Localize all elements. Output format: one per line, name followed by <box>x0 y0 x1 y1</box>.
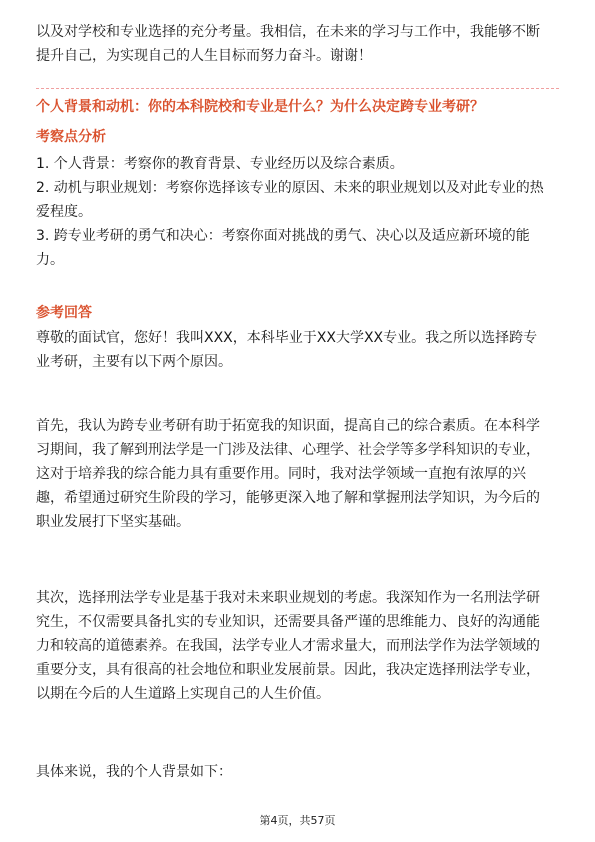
answer-line: 职业发展打下坚实基础。 <box>36 514 190 530</box>
analysis-item: 2. 动机与职业规划：考察你选择该专业的原因、未来的职业规划以及对此专业的热 <box>36 180 544 196</box>
analysis-item-continued: 爱程度。 <box>36 204 92 220</box>
intro-line: 提升自己，为实现自己的人生目标而努力奋斗。谢谢！ <box>36 48 372 64</box>
analysis-item-continued: 力。 <box>36 252 64 268</box>
answer-line: 究生，不仅需要具备扎实的专业知识，还需要具备严谨的思维能力、良好的沟通能 <box>36 614 540 630</box>
answer-paragraph-3 <box>36 586 561 706</box>
answer-line: 习期间，我了解到刑法学是一门涉及法律、心理学、社会学等多学科知识的专业， <box>36 442 540 458</box>
answer-line: 尊敬的面试官，您好！我叫XXX，本科毕业于XX大学XX专业。我之所以选择跨专 <box>36 330 538 346</box>
answer-line: 重要分支，具有很高的社会地位和职业发展前景。因此，我决定选择刑法学专业， <box>36 662 540 678</box>
analysis-item: 3. 跨专业考研的勇气和决心：考察你面对挑战的勇气、决心以及适应新环境的能 <box>36 228 530 244</box>
intro-paragraph <box>36 20 561 68</box>
answer-line: 趣，希望通过研究生阶段的学习，能够更深入地了解和掌握刑法学知识，为今后的 <box>36 490 540 506</box>
answer-line: 以期在今后的人生道路上实现自己的人生价值。 <box>36 686 330 702</box>
answer-line: 这对于培养我的综合能力具有重要作用。同时，我对法学领域一直抱有浓厚的兴 <box>36 466 526 482</box>
answer-paragraph-2 <box>36 414 561 534</box>
answer-paragraph-1 <box>36 326 561 374</box>
analysis-heading: 考察点分析 <box>36 129 106 145</box>
answer-line: 力和较高的道德素养。在我国，法学专业人才需求量大，而刑法学作为法学领域的 <box>36 638 540 654</box>
answer-line: 首先，我认为跨专业考研有助于拓宽我的知识面，提高自己的综合素质。在本科学 <box>36 418 540 434</box>
analysis-item: 1. 个人背景：考察你的教育背景、专业经历以及综合素质。 <box>36 156 404 172</box>
analysis-list <box>36 152 561 272</box>
answer-line: 具体来说，我的个人背景如下： <box>36 764 232 780</box>
page-number: 第4页，共57页 <box>259 814 336 827</box>
answer-paragraph-4 <box>36 760 561 784</box>
intro-line: 以及对学校和专业选择的充分考量。我相信，在未来的学习与工作中，我能够不断 <box>36 24 540 40</box>
question-title: 个人背景和动机：你的本科院校和专业是什么？为什么决定跨专业考研？ <box>36 99 484 115</box>
answer-line: 业考研，主要有以下两个原因。 <box>36 354 232 370</box>
answer-line: 其次，选择刑法学专业是基于我对未来职业规划的考虑。我深知作为一名刑法学研 <box>36 590 540 606</box>
answer-heading: 参考回答 <box>36 305 92 321</box>
section-divider <box>36 88 559 89</box>
